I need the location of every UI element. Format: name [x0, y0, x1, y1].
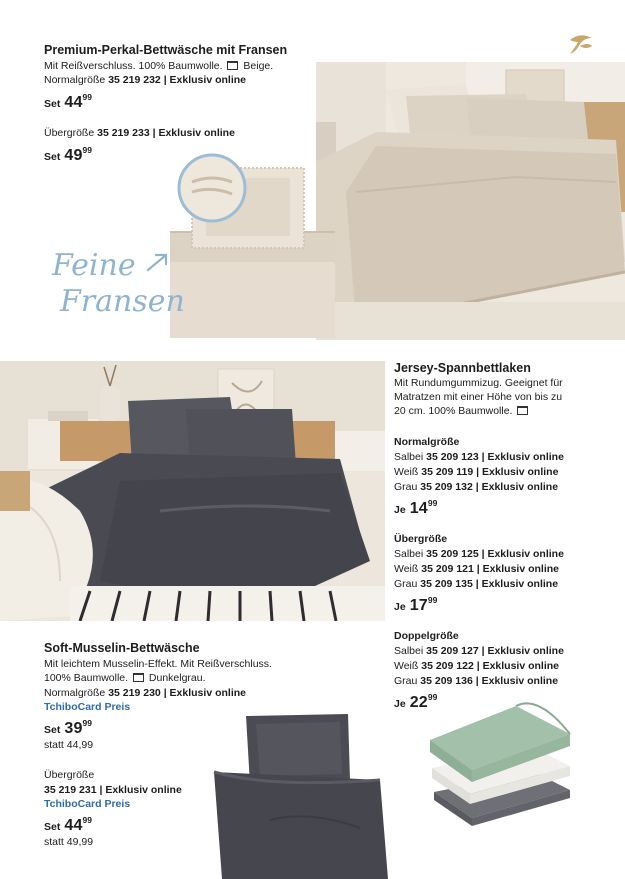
product-desc-musselin-2: 100% Baumwolle. Dunkelgrau.: [44, 672, 206, 684]
product-desc-jersey-2: Matratzen mit einer Höhe von bis zu: [394, 391, 563, 403]
size-line-musselin-normal: Normalgröße 35 219 230 | Exklusiv online: [44, 687, 246, 699]
old-price-over: statt 49,99: [44, 836, 94, 848]
variant-row: Weiß 35 209 122 | Exklusiv online: [394, 660, 560, 672]
dark-duvet-illustration: [210, 710, 392, 879]
size-heading-normal: Normalgröße: [394, 436, 460, 448]
variant-row: Grau 35 209 136 | Exklusiv online: [394, 675, 559, 687]
hero-photo-beige-bedroom: [316, 62, 625, 340]
price-je-normal: Je $14^{99}$: [394, 498, 438, 517]
variant-row: Grau 35 209 132 | Exklusiv online: [394, 481, 559, 493]
variant-row: Salbei 35 209 125 | Exklusiv online: [394, 548, 564, 560]
fitted-sheets-illustration: [424, 700, 574, 830]
price-set-over: Set $49^{99}$: [44, 145, 93, 164]
product-title-perkal: Premium-Perkal-Bettwäsche mit Fransen: [44, 43, 288, 57]
tchibocard-price-label: TchiboCard Preis: [44, 798, 131, 810]
price-set-musselin-normal: Set $39^{99}$: [44, 718, 93, 737]
size-line-over: Übergröße 35 219 233 | Exklusiv online: [44, 127, 235, 139]
arrow-icon: [145, 251, 171, 273]
product-photo-dark-duvet: [210, 710, 392, 879]
old-price-normal: statt 44,99: [44, 739, 94, 751]
bedroom-photo-dark-bed: [0, 361, 385, 621]
product-title-musselin: Soft-Musselin-Bettwäsche: [44, 641, 200, 655]
wash-care-icon: [133, 673, 144, 682]
variant-row: Salbei 35 209 127 | Exklusiv online: [394, 645, 564, 657]
size-heading-double: Doppelgröße: [394, 630, 459, 642]
product-photo-fitted-sheets: [424, 700, 574, 830]
variant-row: Weiß 35 209 121 | Exklusiv online: [394, 563, 560, 575]
variant-row: Grau 35 209 135 | Exklusiv online: [394, 578, 559, 590]
variant-row: Salbei 35 209 123 | Exklusiv online: [394, 451, 564, 463]
size-label-musselin-over: Übergröße: [44, 769, 95, 781]
price-set-normal: Set $44^{99}$: [44, 92, 93, 111]
size-heading-over: Übergröße: [394, 533, 448, 545]
tchibocard-price-label: TchiboCard Preis: [44, 701, 131, 713]
price-set-musselin-over: Set $44^{99}$: [44, 815, 93, 834]
wash-care-icon: [517, 406, 528, 415]
price-je-double: Je $22^{99}$: [394, 692, 438, 711]
price-je-over: Je $17^{99}$: [394, 595, 438, 614]
tchibo-logo-icon: [566, 32, 596, 58]
product-desc-perkal: Mit Reißverschluss. 100% Baumwolle. Beige.: [44, 60, 274, 72]
size-line-musselin-over: 35 219 231 | Exklusiv online: [44, 784, 182, 796]
script-text-fransen: Fransen: [60, 284, 185, 319]
beige-bed-illustration: [316, 62, 625, 340]
size-line-normal: Normalgröße 35 219 232 | Exklusiv online: [44, 74, 246, 86]
dark-bed-illustration: [0, 361, 385, 621]
product-desc-jersey-3: 20 cm. 100% Baumwolle.: [394, 404, 530, 418]
variant-row: Weiß 35 209 119 | Exklusiv online: [394, 466, 559, 478]
product-title-jersey: Jersey-Spannbettlaken: [394, 361, 531, 375]
wash-care-icon: [227, 61, 238, 70]
product-desc-jersey-1: Mit Rundumgummizug. Geeignet für: [394, 377, 563, 389]
zoom-circle: [176, 152, 248, 224]
product-desc-musselin-1: Mit leichtem Musselin-Effekt. Mit Reißverschluss.: [44, 658, 272, 670]
script-text-feine: Feine: [52, 248, 171, 283]
